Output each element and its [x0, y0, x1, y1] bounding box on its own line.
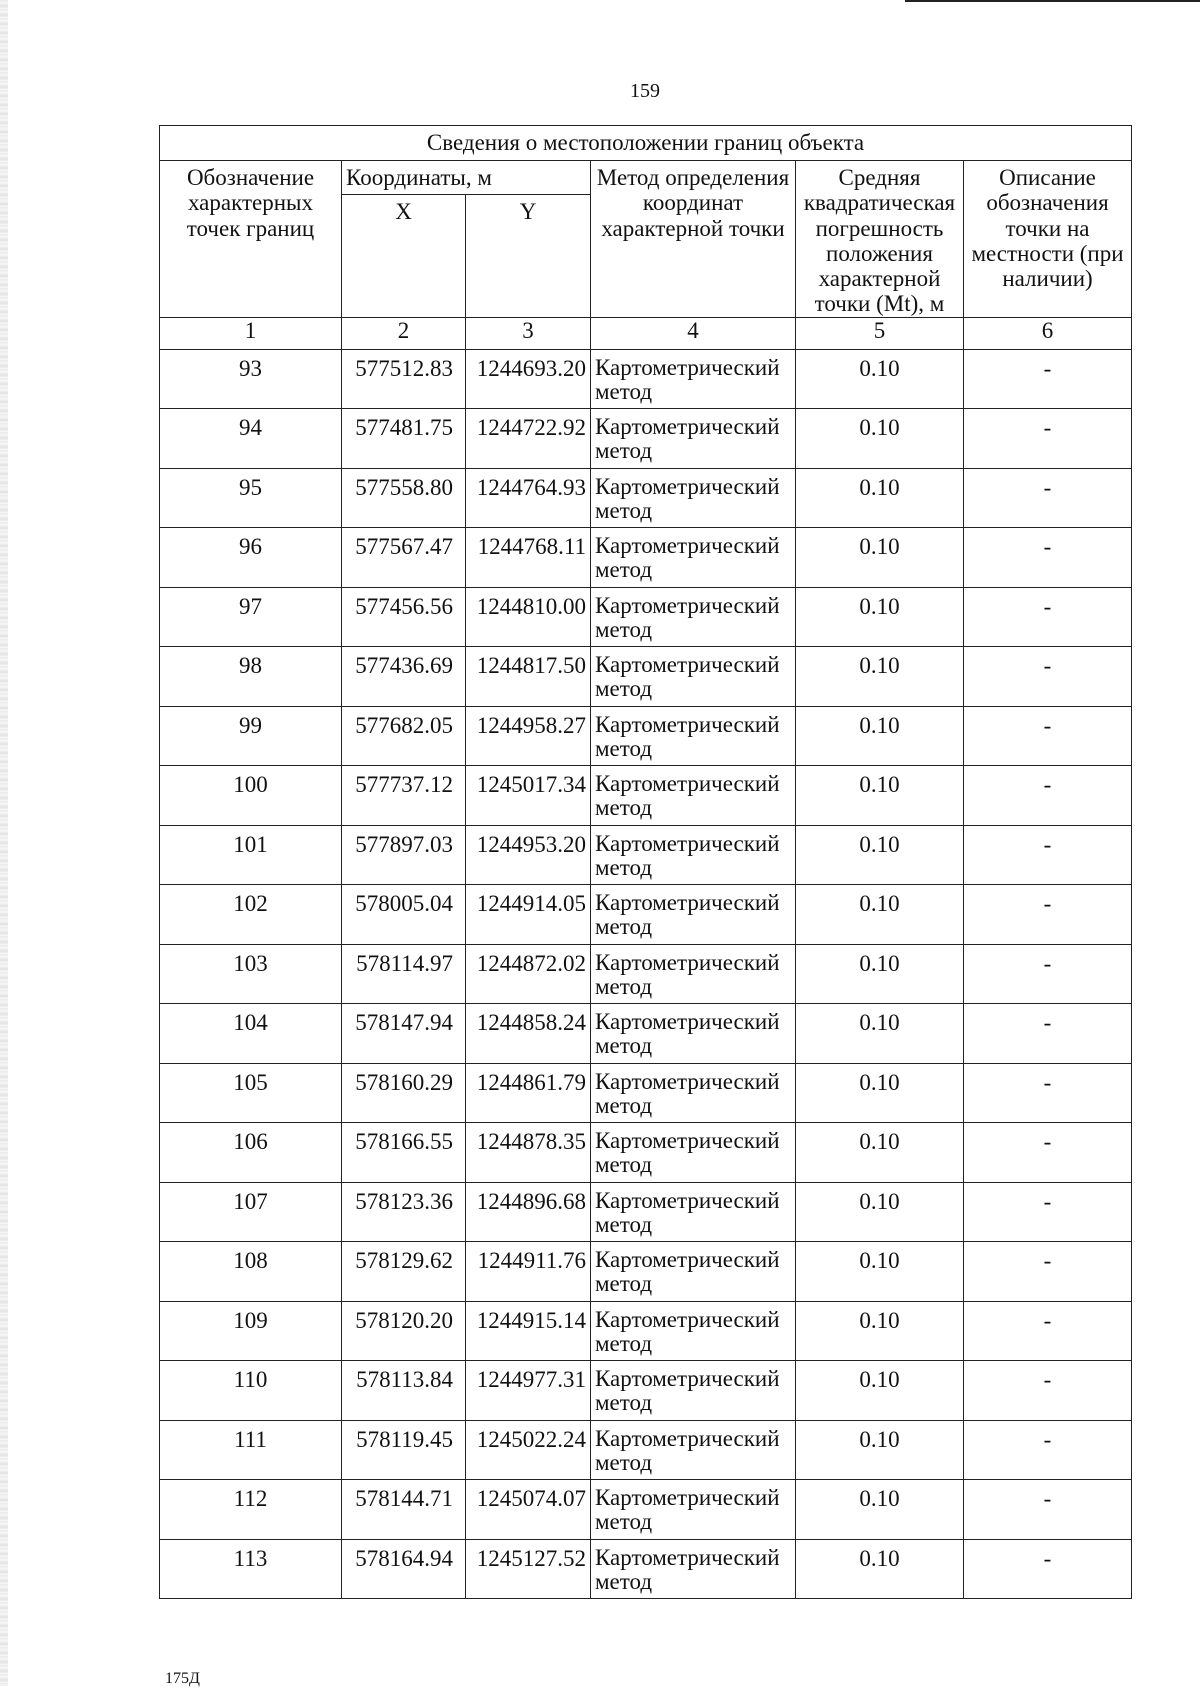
- column-number-row: [160, 317, 1132, 349]
- x-coordinate-cell: 577456.56: [342, 587, 466, 647]
- page-number: 159: [630, 80, 660, 102]
- accuracy-cell: 0.10: [796, 1539, 964, 1599]
- description-cell: -: [964, 1063, 1132, 1123]
- x-coordinate-cell: 577512.83: [342, 349, 466, 409]
- table-row: [160, 587, 1132, 647]
- column-number: 6: [964, 317, 1132, 349]
- point-number-cell: 101: [160, 825, 342, 885]
- x-coordinate-cell: 577558.80: [342, 468, 466, 528]
- accuracy-cell: 0.10: [796, 587, 964, 647]
- x-coordinate-cell: 577436.69: [342, 647, 466, 707]
- point-number-cell: 110: [160, 1361, 342, 1421]
- x-coordinate-cell: 577682.05: [342, 706, 466, 766]
- description-cell: -: [964, 1420, 1132, 1480]
- y-coordinate-cell: 1244858.24: [466, 1004, 591, 1064]
- y-coordinate-cell: 1244958.27: [466, 706, 591, 766]
- accuracy-cell: 0.10: [796, 825, 964, 885]
- method-cell: Картометрический метод: [591, 587, 796, 647]
- table-row: [160, 1242, 1132, 1302]
- x-coordinate-cell: 578160.29: [342, 1063, 466, 1123]
- table-row: [160, 1420, 1132, 1480]
- description-cell: -: [964, 1123, 1132, 1183]
- accuracy-cell: 0.10: [796, 1063, 964, 1123]
- description-cell: -: [964, 349, 1132, 409]
- header-description: Описание обозначения точки на местности (при наличии): [964, 161, 1132, 318]
- description-cell: -: [964, 1480, 1132, 1540]
- y-coordinate-cell: 1244817.50: [466, 647, 591, 707]
- description-cell: -: [964, 1182, 1132, 1242]
- y-coordinate-cell: 1244953.20: [466, 825, 591, 885]
- method-cell: Картометрический метод: [591, 647, 796, 707]
- header-x: X: [342, 195, 466, 318]
- point-number-cell: 113: [160, 1539, 342, 1599]
- point-number-cell: 112: [160, 1480, 342, 1540]
- x-coordinate-cell: 578120.20: [342, 1301, 466, 1361]
- accuracy-cell: 0.10: [796, 944, 964, 1004]
- description-cell: -: [964, 1301, 1132, 1361]
- table-row: [160, 528, 1132, 588]
- x-coordinate-cell: 578164.94: [342, 1539, 466, 1599]
- x-coordinate-cell: 578123.36: [342, 1182, 466, 1242]
- accuracy-cell: 0.10: [796, 1004, 964, 1064]
- accuracy-cell: 0.10: [796, 528, 964, 588]
- header-accuracy: Средняя квадратическая погрешность положения характерной точки (Mt), м: [796, 161, 964, 318]
- x-coordinate-cell: 578166.55: [342, 1123, 466, 1183]
- accuracy-cell: 0.10: [796, 1182, 964, 1242]
- description-cell: -: [964, 409, 1132, 469]
- column-number: 2: [342, 317, 466, 349]
- column-number: 3: [466, 317, 591, 349]
- table-row: [160, 1182, 1132, 1242]
- y-coordinate-cell: 1244722.92: [466, 409, 591, 469]
- header-point: Обозначение характерных точек границ: [160, 161, 342, 318]
- point-number-cell: 97: [160, 587, 342, 647]
- method-cell: Картометрический метод: [591, 1539, 796, 1599]
- accuracy-cell: 0.10: [796, 1242, 964, 1302]
- table-row: [160, 1063, 1132, 1123]
- y-coordinate-cell: 1244915.14: [466, 1301, 591, 1361]
- table-row: [160, 468, 1132, 528]
- table-row: [160, 1301, 1132, 1361]
- x-coordinate-cell: 577567.47: [342, 528, 466, 588]
- table-row: [160, 944, 1132, 1004]
- description-cell: -: [964, 1004, 1132, 1064]
- method-cell: Картометрический метод: [591, 944, 796, 1004]
- point-number-cell: 94: [160, 409, 342, 469]
- x-coordinate-cell: 578113.84: [342, 1361, 466, 1421]
- accuracy-cell: 0.10: [796, 468, 964, 528]
- point-number-cell: 105: [160, 1063, 342, 1123]
- y-coordinate-cell: 1244693.20: [466, 349, 591, 409]
- accuracy-cell: 0.10: [796, 706, 964, 766]
- method-cell: Картометрический метод: [591, 1420, 796, 1480]
- y-coordinate-cell: 1245022.24: [466, 1420, 591, 1480]
- method-cell: Картометрический метод: [591, 1004, 796, 1064]
- column-number: 4: [591, 317, 796, 349]
- point-number-cell: 106: [160, 1123, 342, 1183]
- table-row: [160, 1004, 1132, 1064]
- y-coordinate-cell: 1244872.02: [466, 944, 591, 1004]
- description-cell: -: [964, 647, 1132, 707]
- table-row: [160, 766, 1132, 826]
- accuracy-cell: 0.10: [796, 1361, 964, 1421]
- y-coordinate-cell: 1244914.05: [466, 885, 591, 945]
- method-cell: Картометрический метод: [591, 349, 796, 409]
- method-cell: Картометрический метод: [591, 528, 796, 588]
- method-cell: Картометрический метод: [591, 1361, 796, 1421]
- table-row: [160, 825, 1132, 885]
- x-coordinate-cell: 578129.62: [342, 1242, 466, 1302]
- points-table-body: [160, 349, 1132, 1599]
- y-coordinate-cell: 1244977.31: [466, 1361, 591, 1421]
- description-cell: -: [964, 706, 1132, 766]
- table-caption: Сведения о местоположении границ объекта: [160, 126, 1132, 161]
- column-number: 5: [796, 317, 964, 349]
- method-cell: Картометрический метод: [591, 1063, 796, 1123]
- point-number-cell: 102: [160, 885, 342, 945]
- description-cell: -: [964, 1539, 1132, 1599]
- method-cell: Картометрический метод: [591, 1242, 796, 1302]
- method-cell: Картометрический метод: [591, 1301, 796, 1361]
- point-number-cell: 95: [160, 468, 342, 528]
- header-method: Метод определения координат характерной точки: [591, 161, 796, 318]
- document-code: 175Д: [165, 1670, 200, 1687]
- x-coordinate-cell: 578119.45: [342, 1420, 466, 1480]
- scan-edge-artifact: [0, 0, 8, 1686]
- y-coordinate-cell: 1244768.11: [466, 528, 591, 588]
- point-number-cell: 107: [160, 1182, 342, 1242]
- method-cell: Картометрический метод: [591, 766, 796, 826]
- point-number-cell: 98: [160, 647, 342, 707]
- point-number-cell: 93: [160, 349, 342, 409]
- point-number-cell: 109: [160, 1301, 342, 1361]
- x-coordinate-cell: 577737.12: [342, 766, 466, 826]
- method-cell: Картометрический метод: [591, 468, 796, 528]
- accuracy-cell: 0.10: [796, 1301, 964, 1361]
- y-coordinate-cell: 1244896.68: [466, 1182, 591, 1242]
- point-number-cell: 108: [160, 1242, 342, 1302]
- accuracy-cell: 0.10: [796, 349, 964, 409]
- x-coordinate-cell: 578005.04: [342, 885, 466, 945]
- point-number-cell: 103: [160, 944, 342, 1004]
- method-cell: Картометрический метод: [591, 409, 796, 469]
- method-cell: Картометрический метод: [591, 706, 796, 766]
- table-row: [160, 706, 1132, 766]
- table-row: [160, 1539, 1132, 1599]
- table-row: [160, 1361, 1132, 1421]
- description-cell: -: [964, 944, 1132, 1004]
- description-cell: -: [964, 885, 1132, 945]
- y-coordinate-cell: 1244764.93: [466, 468, 591, 528]
- description-cell: -: [964, 1242, 1132, 1302]
- point-number-cell: 104: [160, 1004, 342, 1064]
- table-row: [160, 1123, 1132, 1183]
- method-cell: Картометрический метод: [591, 1182, 796, 1242]
- point-number-cell: 96: [160, 528, 342, 588]
- point-number-cell: 99: [160, 706, 342, 766]
- description-cell: -: [964, 468, 1132, 528]
- y-coordinate-cell: 1244861.79: [466, 1063, 591, 1123]
- y-coordinate-cell: 1245127.52: [466, 1539, 591, 1599]
- table-row: [160, 647, 1132, 707]
- column-number: 1: [160, 317, 342, 349]
- header-coordinates: Координаты, м: [342, 161, 591, 195]
- accuracy-cell: 0.10: [796, 1123, 964, 1183]
- point-number-cell: 111: [160, 1420, 342, 1480]
- y-coordinate-cell: 1244810.00: [466, 587, 591, 647]
- accuracy-cell: 0.10: [796, 1480, 964, 1540]
- point-number-cell: 100: [160, 766, 342, 826]
- method-cell: Картометрический метод: [591, 825, 796, 885]
- accuracy-cell: 0.10: [796, 409, 964, 469]
- x-coordinate-cell: 578144.71: [342, 1480, 466, 1540]
- page-top-rule: [905, 0, 1200, 2]
- description-cell: -: [964, 825, 1132, 885]
- x-coordinate-cell: 577897.03: [342, 825, 466, 885]
- y-coordinate-cell: 1244878.35: [466, 1123, 591, 1183]
- boundary-points-table: [159, 125, 1132, 1599]
- description-cell: -: [964, 587, 1132, 647]
- accuracy-cell: 0.10: [796, 1420, 964, 1480]
- y-coordinate-cell: 1245017.34: [466, 766, 591, 826]
- method-cell: Картометрический метод: [591, 1480, 796, 1540]
- method-cell: Картометрический метод: [591, 885, 796, 945]
- y-coordinate-cell: 1244911.76: [466, 1242, 591, 1302]
- y-coordinate-cell: 1245074.07: [466, 1480, 591, 1540]
- x-coordinate-cell: 578147.94: [342, 1004, 466, 1064]
- x-coordinate-cell: 578114.97: [342, 944, 466, 1004]
- accuracy-cell: 0.10: [796, 766, 964, 826]
- method-cell: Картометрический метод: [591, 1123, 796, 1183]
- table-row: [160, 1480, 1132, 1540]
- description-cell: -: [964, 766, 1132, 826]
- accuracy-cell: 0.10: [796, 647, 964, 707]
- header-y: Y: [466, 195, 591, 318]
- description-cell: -: [964, 528, 1132, 588]
- description-cell: -: [964, 1361, 1132, 1421]
- table-row: [160, 409, 1132, 469]
- x-coordinate-cell: 577481.75: [342, 409, 466, 469]
- table-row: [160, 885, 1132, 945]
- table-row: [160, 349, 1132, 409]
- accuracy-cell: 0.10: [796, 885, 964, 945]
